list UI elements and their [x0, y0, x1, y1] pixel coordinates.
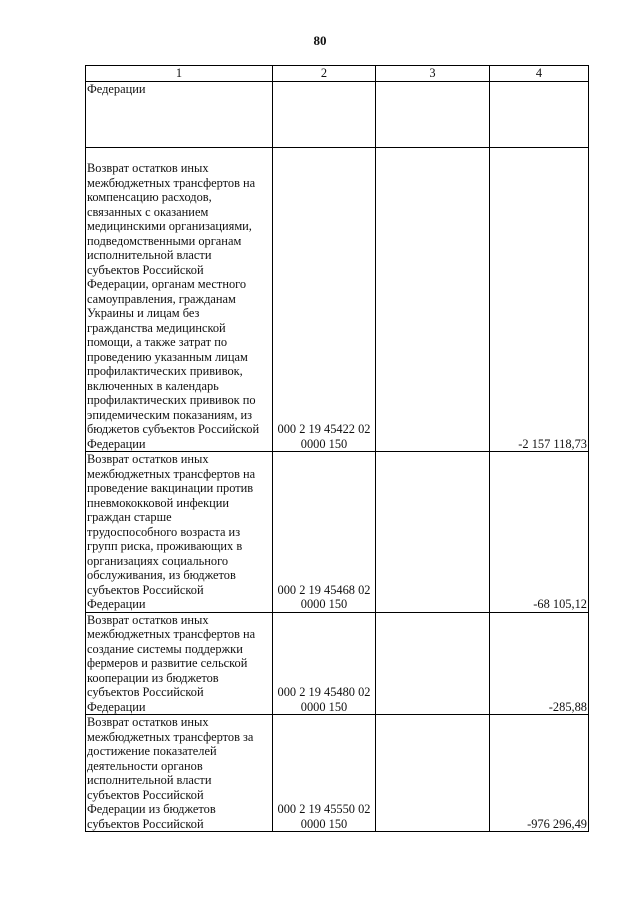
cell-text-line: Возврат остатков иных — [87, 161, 209, 175]
cell-text-line: проведение вакцинации против — [87, 481, 254, 495]
row-amount-cell: -68 105,12 — [490, 452, 589, 613]
cell-text-line: Федерации из бюджетов — [87, 802, 216, 816]
cell-text-line: проведению указанным лицам — [87, 349, 248, 364]
cell-text-line: межбюджетных трансфертов на — [87, 627, 256, 641]
row-code-cell — [273, 82, 376, 148]
cell-text-line: межбюджетных трансфертов на — [87, 175, 256, 190]
cell-text-line: деятельности органов — [87, 758, 203, 773]
table-row-continuation — [86, 82, 589, 148]
table-row — [86, 612, 589, 715]
row-name-cell — [86, 148, 273, 452]
cell-text-line: связанных с оказанием — [87, 204, 209, 219]
table-row — [86, 148, 589, 452]
row-col3-cell — [376, 82, 490, 148]
cell-text-line: 000 2 19 45468 02 — [277, 582, 371, 597]
cell-text-line: Федерации, органам местного — [87, 277, 247, 291]
row-amount-cell: -2 157 118,73 — [490, 148, 589, 452]
table-row — [86, 715, 589, 832]
row-amount-cell: -976 296,49 — [490, 715, 589, 832]
column-header: 2 — [273, 66, 376, 82]
row-col3-cell — [376, 612, 490, 715]
page-number: 80 — [313, 33, 327, 48]
cell-text-line: гражданства медицинской — [87, 320, 226, 335]
cell-text-line: профилактических прививок, — [87, 364, 243, 378]
row-col3-cell — [376, 148, 490, 452]
row-code-cell — [273, 715, 376, 832]
column-header: 1 — [86, 66, 273, 82]
cell-text-line: подведомственными органам — [87, 233, 242, 248]
cell-text-line: включенных в календарь — [87, 378, 219, 393]
row-name-cell — [86, 715, 273, 832]
cell-text-line: субъектов Российской — [87, 685, 204, 699]
cell-text-line: Федерации — [87, 436, 146, 451]
cell-text-line: 0000 150 — [300, 436, 348, 451]
cell-text-line: Возврат остатков иных — [87, 715, 209, 729]
cell-text-line: пневмококковой инфекции — [87, 495, 230, 510]
cell-text-line: групп риска, проживающих в — [87, 539, 243, 553]
column-header: 3 — [376, 66, 490, 82]
cell-text-line: 000 2 19 45422 02 — [277, 422, 371, 436]
cell-text-line: исполнительной власти — [87, 773, 212, 787]
cell-text-line: обслуживания, из бюджетов — [87, 568, 236, 582]
cell-text-line: субъектов Российской — [87, 262, 204, 277]
cell-text-line: профилактических прививок по — [87, 393, 256, 407]
table-row — [86, 452, 589, 613]
cell-text-line: Федерации — [87, 699, 146, 714]
row-name-cell — [86, 612, 273, 715]
cell-text-line: Возврат остатков иных — [87, 452, 209, 466]
cell-text-line: 000 2 19 45480 02 — [277, 685, 371, 699]
row-code-cell — [273, 452, 376, 613]
table-header-row — [86, 66, 589, 82]
cell-text-line: 0000 150 — [300, 816, 348, 831]
cell-text-line: граждан старше — [87, 510, 172, 524]
cell-text-line: 0000 150 — [300, 699, 348, 714]
cell-text-line: 000 2 19 45550 02 — [277, 802, 371, 816]
cell-text-line: Федерации — [87, 597, 146, 611]
cell-text-line: организациях социального — [87, 553, 229, 568]
row-col3-cell — [376, 452, 490, 613]
row-name-cell: Федерации — [86, 82, 273, 148]
cell-text-line: Возврат остатков иных — [87, 612, 209, 627]
cell-text-line: межбюджетных трансфертов за — [87, 729, 254, 744]
cell-text-line: трудоспособного возраста из — [87, 524, 241, 539]
cell-text-line: компенсацию расходов, — [87, 190, 212, 204]
cell-text-line: Украины и лицам без — [87, 306, 200, 320]
cell-text-line: субъектов Российской — [87, 787, 204, 802]
cell-text-line: медицинскими организациями, — [87, 219, 252, 233]
cell-text-line: субъектов Российской — [87, 582, 204, 597]
row-amount-cell — [490, 82, 589, 148]
row-name-cell — [86, 452, 273, 613]
cell-text-line: 0000 150 — [300, 597, 348, 611]
cell-text-line: создание системы поддержки — [87, 641, 243, 656]
cell-text-line: самоуправления, гражданам — [87, 291, 236, 306]
cell-text-line: межбюджетных трансфертов на — [87, 466, 256, 481]
cell-text-line: фермеров и развитие сельской — [87, 656, 248, 670]
column-header: 4 — [490, 66, 589, 82]
cell-text-line: помощи, а также затрат по — [87, 335, 228, 349]
row-col3-cell — [376, 715, 490, 832]
cell-text-line: достижение показателей — [87, 744, 217, 758]
cell-text-line: исполнительной власти — [87, 248, 212, 262]
budget-table — [85, 65, 589, 832]
cell-text-line: эпидемическим показаниям, из — [87, 407, 253, 422]
row-code-cell — [273, 612, 376, 715]
cell-text-line: кооперации из бюджетов — [87, 670, 219, 685]
row-code-cell — [273, 148, 376, 452]
cell-text-line: бюджетов субъектов Российской — [87, 422, 260, 436]
cell-text-line: субъектов Российской — [87, 816, 204, 831]
row-amount-cell: -285,88 — [490, 612, 589, 715]
